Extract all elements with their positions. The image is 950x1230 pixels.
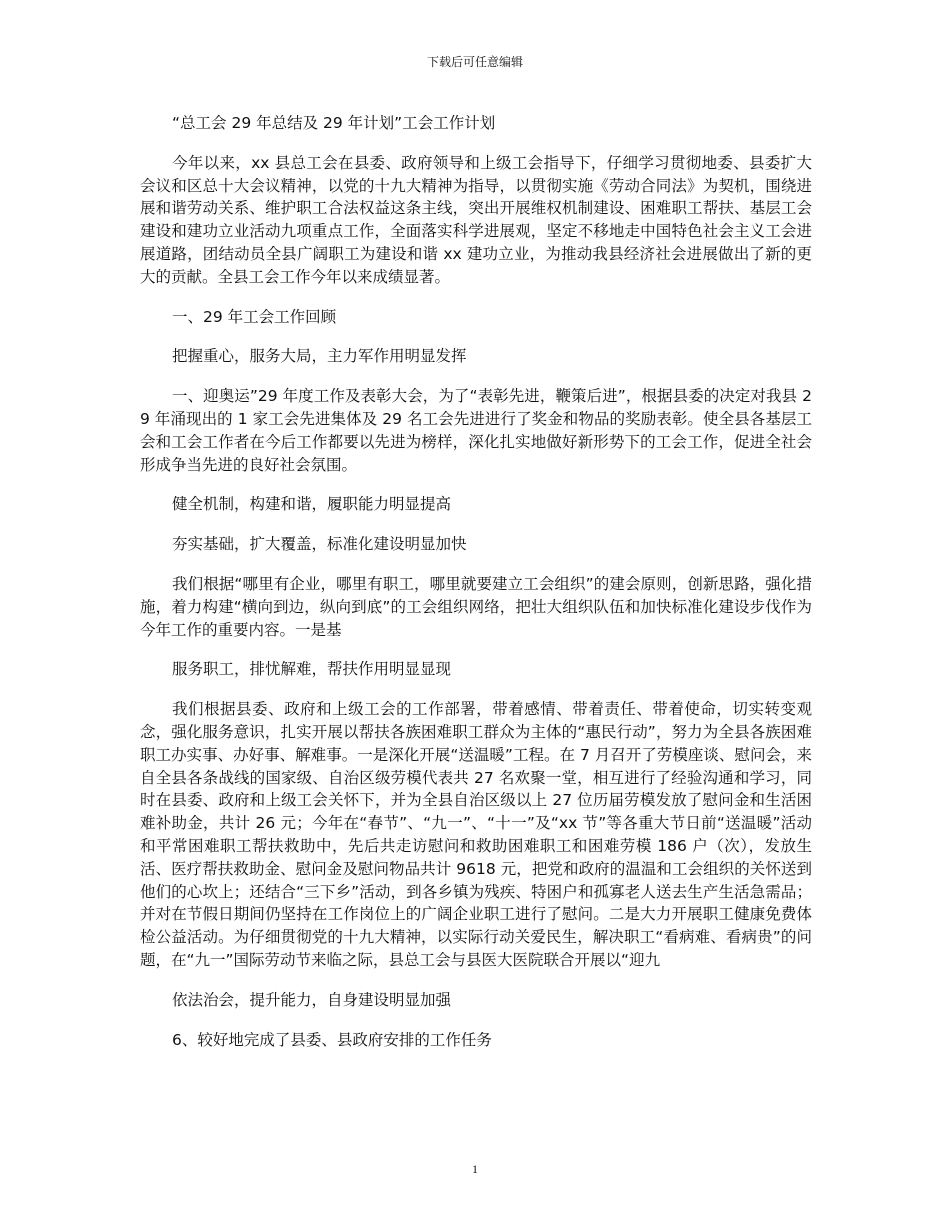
subheading-service: 服务职工，排忧解难，帮扶作用明显显现 bbox=[172, 660, 452, 679]
subheading-rule-of-law: 依法治会，提升能力，自身建设明显加强 bbox=[172, 990, 452, 1009]
header-note: 下载后可任意编辑 bbox=[426, 55, 523, 69]
subheading-focus: 把握重心，服务大局，主力军作用明显发挥 bbox=[172, 347, 467, 366]
document-body bbox=[140, 112, 812, 1068]
document-title: “总工会 29 年总结及 29 年计划”工会工作计划 bbox=[172, 114, 496, 132]
subheading-mechanism: 健全机制，构建和谐，履职能力明显提高 bbox=[172, 495, 452, 514]
subheading-tasks: 6、较好地完成了县委、县政府安排的工作任务 bbox=[172, 1030, 492, 1049]
paragraph-awards: 一、迎奥运”29 年度工作及表彰大会，为了“表彰先进，鞭策后进”，根据县委的决定对我县 29 年涌现出的 1 家工会先进集体及 29 名工会先进进行了奖金和物品的奖励表彰。使全县各基层工会和工会工作者在今后工作都要以先进为榜样，深化扎实地做好新形势下的工会工作，促进全社会形成争当先进的良好社会氛围。 bbox=[140, 387, 812, 474]
paragraph-organization: 我们根据“哪里有企业，哪里有职工，哪里就要建立工会组织”的建会原则，创新思路，强化措施，着力构建“横向到边，纵向到底”的工会组织网络，把壮大组织队伍和加快标准化建设步伐作为今年工作的重要内容。一是基 bbox=[140, 574, 812, 639]
page-number: 1 bbox=[472, 1162, 478, 1176]
paragraph-intro: 今年以来，xx 县总工会在县委、政府领导和上级工会指导下，仔细学习贯彻地委、县委扩大会议和区总十大会议精神，以党的十九大精神为指导，以贯彻实施《劳动合同法》为契机，围绕进展和谐劳动关系、维护职工合法权益这条主线，突出开展维权机制建设、困难职工帮扶、基层工会建设和建功立业活动九项重点工作，全面落实科学进展观，坚定不移地走中国特色社会主义工会进展道路，团结动员全县广阔职工为建设和谐 xx 建功立业，为推动我县经济社会进展做出了新的更大的贡献。全县工会工作今年以来成绩显著。 bbox=[140, 153, 812, 286]
subheading-foundation: 夯实基础，扩大覆盖，标准化建设明显加快 bbox=[172, 535, 467, 554]
paragraph-service: 我们根据县委、政府和上级工会的工作部署，带着感情、带着责任、带着使命，切实转变观念，强化服务意识，扎实开展以帮扶各族困难职工群众为主体的“惠民行动”，努力为全县各族困难职工办实事、办好事、解难事。一是深化开展“送温暖”工程。在 7 月召开了劳模座谈、慰问会，来自全县各条战线的国家级、自治区级劳模代表共 27 名欢聚一堂，相互进行了经验沟通和学习，同时在县委、政府和上级工会关怀下，并为全县自治区级以上 27 位历届劳模发放了慰问金和生活困难补助金，共计 26 元；今年在“春节”、“九一”、“十一”及“xx 节”等各重大节日前“送温暖”活动和平常困难职工帮扶救助中，先后共走访慰问和救助困难职工和困难劳模 186 户（次），发放生活、医疗帮扶救助金、慰问金及慰问物品共计 9618 元，把党和政府的温温和工会组织的关怀送到他们的心坎上；还结合“三下乡”活动，到各乡镇为残疾、特困户和孤寡老人送去生产生活急需品；并对在节假日期间仍坚持在工作岗位上的广阔企业职工进行了慰问。二是大力开展职工健康免费体检公益活动。为仔细贯彻党的十九大精神，以实际行动关爱民生，解决职工“看病难、看病贵”的问题，在“九一”国际劳动节来临之际，县总工会与县医大医院联合开展以“迎九 bbox=[140, 700, 812, 969]
section-heading-review: 一、29 年工会工作回顾 bbox=[172, 307, 337, 326]
